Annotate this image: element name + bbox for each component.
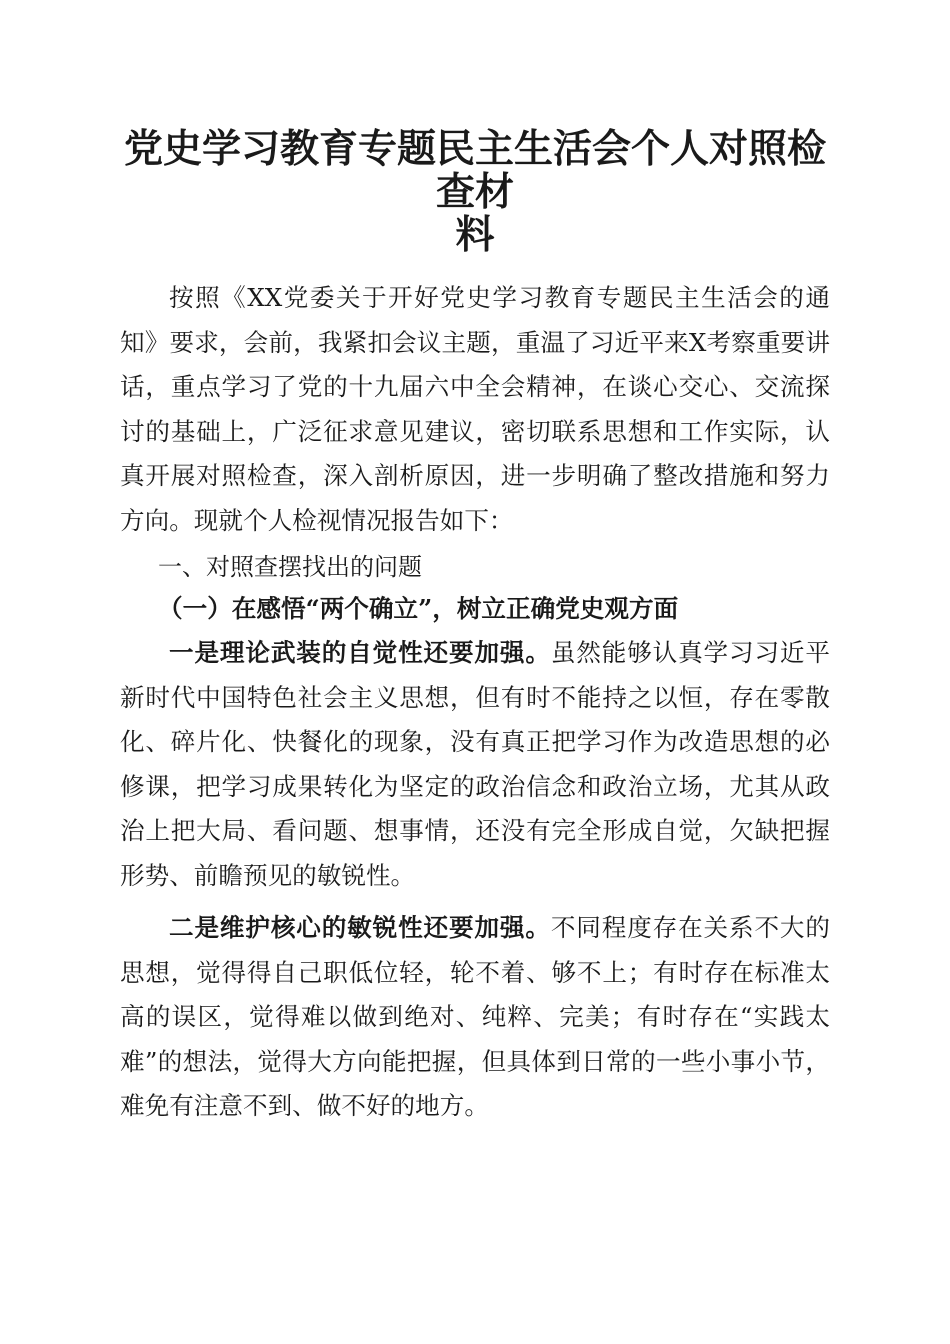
point-1-paragraph xyxy=(120,631,830,898)
point-2-text: 不同程度存在关系不大的思想，觉得得自己职低位轻，轮不着、够不上；有时存在标准太高的误区，觉得难以做到绝对、纯粹、完美；有时存在“实践太难”的想法，觉得大方向能把握，但具体到日常的一些小事小节，难免有注意不到、做不好的地方。 xyxy=(120,913,830,1120)
document-body xyxy=(120,276,830,1129)
title-line-2: 料 xyxy=(455,212,495,258)
point-2-lead: 二是维护核心的敏锐性还要加强。 xyxy=(169,913,551,942)
document-title xyxy=(105,128,845,257)
section-1-heading: 一、对照查摆找出的问题 xyxy=(158,553,422,581)
intro-paragraph: 按照《XX党委关于开好党史学习教育专题民主生活会的通知》要求，会前，我紧扣会议主题，重温了习近平来X考察重要讲话，重点学习了党的十九届六中全会精神，在谈心交心、交流探讨的基础上，广泛征求意见建议，密切联系思想和工作实际，认真开展对照检查，深入剖析原因，进一步明确了整改措施和努力方向。现就个人检视情况报告如下： xyxy=(120,283,830,535)
point-1-lead: 一是理论武装的自觉性还要加强。 xyxy=(169,638,551,667)
subsection-1-heading: （一）在感悟“两个确立”，树立正确党史观方面 xyxy=(158,594,679,623)
title-line-1: 党史学习教育专题民主生活会个人对照检查材 xyxy=(123,126,826,215)
point-1-text: 虽然能够认真学习习近平新时代中国特色社会主义思想，但有时不能持之以恒，存在零散化、碎片化、快餐化的现象，没有真正把学习作为改造思想的必修课，把学习成果转化为坚定的政治信念和政治立场，尤其从政治上把大局、看问题、想事情，还没有完全形成自觉，欠缺把握形势、前瞻预见的敏锐性。 xyxy=(120,638,830,890)
point-2-paragraph xyxy=(120,906,830,1129)
